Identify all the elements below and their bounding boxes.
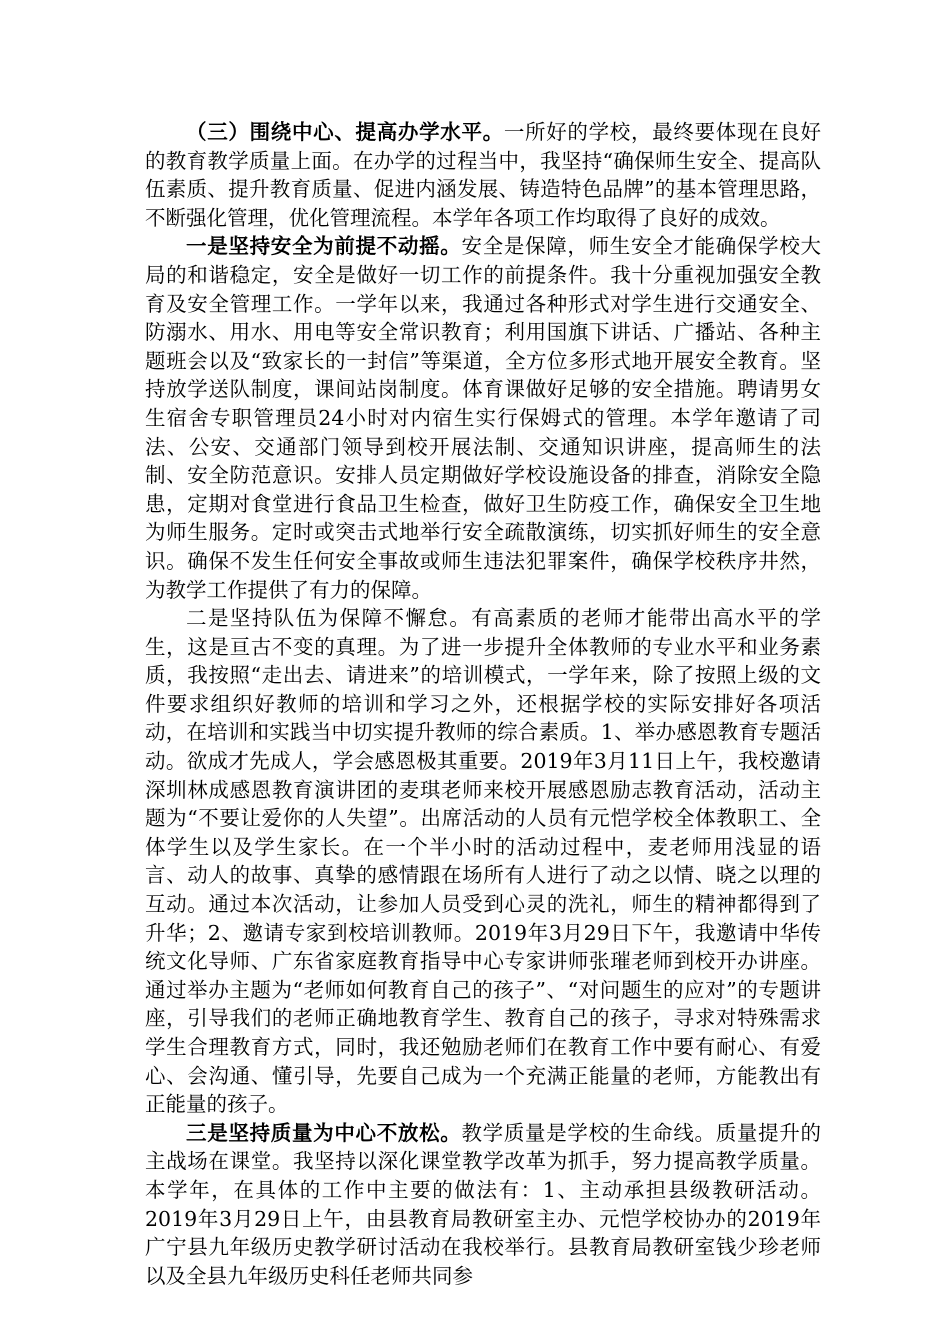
paragraph-team bbox=[145, 604, 821, 1119]
paragraph-body: 安全是保障，师生安全才能确保学校大局的和谐稳定，安全是做好一切工作的前提条件。我十分重视加强安全教育及安全管理工作。一学年以来，我通过各种形式对学生进行交通安全、防溺水、用水、用电等安全常识教育；利用国旗下讲话、广播站、各种主题班会以及“致家长的一封信”等渠道，全方位多形式地开展安全教育。坚持放学送队制度，课间站岗制度。体育课做好足够的安全措施。聘请男女生宿舍专职管理员24小时对内宿生实行保姆式的管理。本学年邀请了司法、公安、交通部门领导到校开展法制、交通知识讲座，提高师生的法制、安全防范意识。安排人员定期做好学校设施设备的排查，消除安全隐患，定期对食堂进行食品卫生检查，做好卫生防疫工作，确保安全卫生地为师生服务。定时或突击式地举行安全疏散演练，切实抓好师生的安全意识。确保不发生任何安全事故或师生违法犯罪案件，确保学校秩序井然，为教学工作提供了有力的保障。 bbox=[145, 234, 822, 602]
paragraph-lead: （三）围绕中心、提高办学水平。 bbox=[186, 120, 504, 144]
paragraph-teaching-quality bbox=[145, 118, 821, 232]
paragraph-lead: 三是坚持质量为中心不放松。 bbox=[186, 1120, 462, 1145]
paragraph-safety bbox=[145, 232, 821, 604]
paragraph-quality bbox=[145, 1119, 821, 1291]
paragraph-body: 教学质量是学校的生命线。质量提升的主战场在课堂。我坚持以深化课堂教学改革为抓手，努力提高教学质量。本学年，在具体的工作中主要的做法有：1、主动承担县级教研活动。2019年3月29日上午，由县教育局教研室主办、元恺学校协办的2019年广宁县九年级历史教学研讨活动在我校举行。县教育局教研室钱少珍老师以及全县九年级历史科任老师共同参 bbox=[145, 1120, 822, 1288]
paragraph-body: 一所好的学校，最终要体现在良好的教育教学质量上面。在办学的过程当中，我坚持“确保师生安全、提高队伍素质、提升教育质量、促进内涵发展、铸造特色品牌”的基本管理思路，不断强化管理，优化管理流程。本学年各项工作均取得了良好的成效。 bbox=[145, 120, 822, 230]
document-page bbox=[145, 118, 821, 1290]
paragraph-body: 二是坚持队伍为保障不懈怠。有高素质的老师才能带出高水平的学生，这是亘古不变的真理。为了进一步提升全体教师的专业水平和业务素质，我按照“走出去、请进来”的培训模式，一学年来，除了按照上级的文件要求组织好教师的培训和学习之外，还根据学校的实际安排好各项活动，在培训和实践当中切实提升教师的综合素质。1、举办感恩教育专题活动。欲成才先成人，学会感恩极其重要。2019年3月11日上午，我校邀请深圳林成感恩教育演讲团的麦琪老师来校开展感恩励志教育活动，活动主题为“不要让爱你的人失望”。出席活动的人员有元恺学校全体教职工、全体学生以及学生家长。在一个半小时的活动过程中，麦老师用浅显的语言、动人的故事、真挚的感情跟在场所有人进行了动之以情、晓之以理的互动。通过本次活动，让参加人员受到心灵的洗礼，师生的精神都得到了升华；2、邀请专家到校培训教师。2019年3月29日下午，我邀请中华传统文化导师、广东省家庭教育指导中心专家讲师张璀老师到校开办讲座。通过举办主题为“老师如何教育自己的孩子”、“对问题生的应对”的专题讲座，引导我们的老师正确地教育学生、教育自己的孩子，寻求对特殊需求学生合理教育方式，同时，我还勉励老师们在教育工作中要有耐心、有爱心、会沟通、懂引导，先要自己成为一个充满正能量的老师，方能教出有正能量的孩子。 bbox=[145, 606, 821, 1117]
paragraph-lead: 一是坚持安全为前提不动摇。 bbox=[186, 234, 462, 259]
